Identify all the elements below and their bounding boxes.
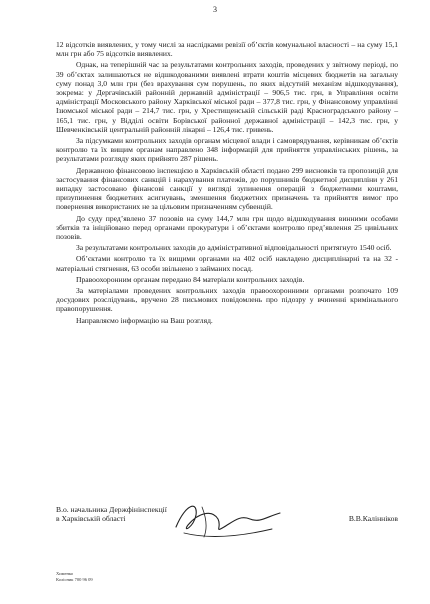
signatory-position (56, 505, 167, 523)
document-body (56, 40, 398, 325)
handwritten-signature (168, 497, 288, 545)
executor-note (56, 571, 93, 583)
signature-block (56, 505, 398, 565)
paragraph: За підсумками контрольних заходів органам місцевої влади і самоврядування, керівникам об’єктів контролю та їх вищим органам направлено 348 інформацій для прийняття управлінських рішень, за результатами розгляду яких прийнято 287 рішень. (56, 136, 398, 164)
executor-phone: Колісник 700 96 09 (56, 577, 93, 582)
paragraph: Правоохоронним органам передано 84 матеріали контрольних заходів. (76, 274, 305, 284)
paragraph: За результатами контрольних заходів до адміністративної відповідальності притягнуто 1540 осіб. (76, 243, 392, 253)
paragraph: Державною фінансовою інспекцією в Харківській області подано 299 висновків та пропозицій для застосування фінансових санкцій і нарахування платежів, до порушників бюджетної дисципліни у 261 випадку застосовано фінансові санкції у вигляді зупинення операцій з бюджетними коштами, призупинення бюджетних асигнувань, зменшення бюджетних призначень та прийняття вимог про повернення використаних не за цільовим призначенням субвенцій. (56, 165, 398, 212)
paragraph: 12 відсотків виявлених, у тому числі за наслідками ревізії об’єктів комунальної власності – на суму 15,1 млн грн або 75 відсотків виявлених. (56, 40, 398, 59)
signatory-position-line: В.о. начальника Держфінінспекції (56, 505, 167, 514)
paragraph: Об’єктами контролю та їх вищими органами на 402 осіб накладено дисциплінарні та на 32 - матеріальні стягнення, 63 особи звільнено з займаних посад. (56, 254, 398, 273)
paragraph: За матеріалами проведених контрольних заходів правоохоронними органами розпочато 109 досудових розслідувань, вручено 28 письмових повідомлень про підозру у вчиненні кримінального правопорушення. (56, 286, 398, 314)
signatory-position-line: в Харківській області (56, 514, 126, 524)
signatory-name: В.В.Калінніков (348, 514, 398, 523)
paragraph: Направляємо інформацію на Ваш розгляд. (76, 315, 213, 325)
executor-name: Хименко (56, 571, 74, 576)
paragraph: До суду пред’явлено 37 позовів на суму 144,7 млн грн щодо відшкодування винними особами збитків та ініційовано перед органами прокуратури і об’єктами контролю пред’явлення 25 цивільних позовів. (56, 213, 398, 242)
paragraph: Однак, на теперішній час за результатами контрольних заходів, проведених у звітному періоді, по 39 об’єктах залишаються не відшкодованими виявлені втрати коштів місцевих бюджетів на загальну суму понад 3,0 млн грн (без врахування сум порушень, по яких відсутній механізм відшкодування), зокрема: у Дергачівській районній державній адміністрації – 906,5 тис. грн, в Управління освіти адміністрації Московського району Харківської міської ради – 377,8 тис. грн, у Фінансовому управлінні Ізюмської міської ради – 214,7 тис. грн, у Хрестищенській сільській раді Красноградського району – 165,1 тис. грн, у Відділі освіти Борівської районної державної адміністрації – 142,3 тис. грн, у Шевченківській центральній районній лікарні – 126,4 тис. гривень. (56, 60, 398, 134)
page-number: 3 (213, 5, 217, 14)
